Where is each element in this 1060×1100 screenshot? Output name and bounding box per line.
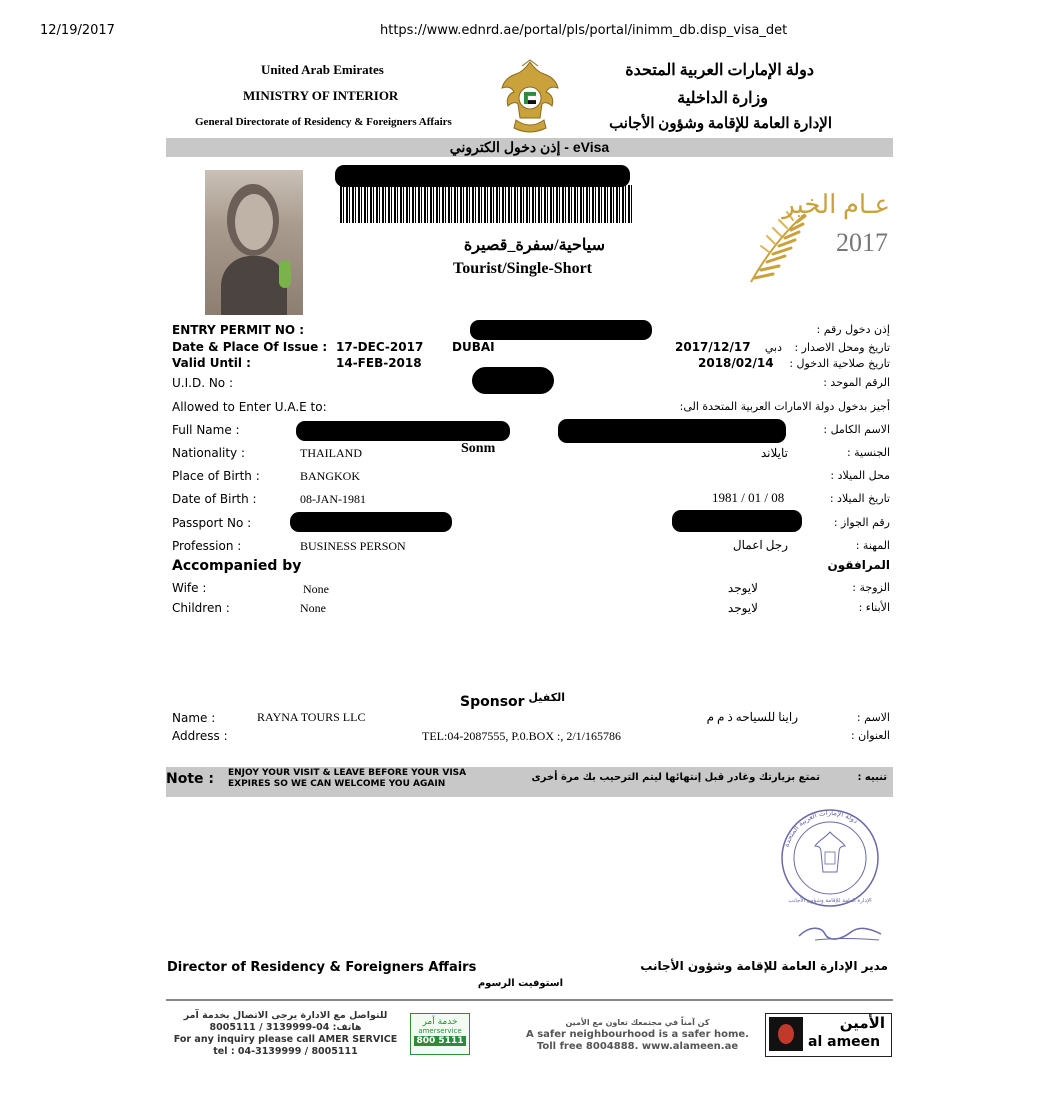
year-of-giving-logo	[745, 190, 890, 290]
applicant-photo	[205, 170, 303, 315]
wheat-icon	[745, 210, 815, 290]
fullname-en-fragment: Sonm	[461, 441, 496, 456]
pob-label: Place of Birth :	[172, 469, 260, 483]
print-date: 12/19/2017	[40, 23, 115, 38]
issue-place: DUBAI	[452, 340, 495, 354]
official-stamp-icon	[775, 800, 885, 915]
sponsor-name-value: RAYNA TOURS LLC	[257, 710, 366, 724]
nationality-value-ar: تايلاند	[760, 446, 788, 460]
sponsor-address-value: TEL:04-2087555, P.0.BOX :, 2/1/165786	[422, 729, 622, 743]
note-text-line2: EXPIRES SO WE CAN WELCOME YOU AGAIN	[228, 779, 446, 789]
alameen-phone-box	[769, 1017, 803, 1051]
uid-label-ar: الرقم الموحد :	[823, 376, 890, 389]
dob-value: 08-JAN-1981	[300, 492, 366, 506]
note-label-ar: تنبيه :	[857, 772, 887, 783]
svg-text:دولة الإمارات العربية المتحدة	[783, 809, 860, 848]
header-ar-directorate: الإدارة العامة للإقامة وشؤون الأجانب	[609, 116, 832, 132]
barcode	[340, 185, 632, 223]
amer-logo-num: 800 5111	[414, 1036, 466, 1046]
uid-label: U.I.D. No :	[172, 376, 233, 390]
sponsor-name-value-ar: راينا للسياحه ذ م م	[706, 710, 798, 724]
amer-line2: هاتف: 04-3139999 / 8005111	[209, 1022, 362, 1033]
note-bar	[166, 767, 893, 797]
alameen-phone-icon	[778, 1024, 794, 1044]
profession-value: BUSINESS PERSON	[300, 539, 406, 553]
wife-label: Wife :	[172, 581, 207, 595]
profession-value-ar: رجل اعمال	[732, 538, 788, 552]
redacted-entry-permit	[470, 320, 652, 340]
fullname-label: Full Name :	[172, 423, 240, 437]
alameen-line2: A safer neighbourhood is a safer home.	[526, 1029, 749, 1040]
photo-green-mark	[279, 260, 291, 288]
valid-date: 14-FEB-2018	[336, 356, 422, 370]
issue-date-ar: 2017/12/17	[675, 340, 751, 354]
director-en: Director of Residency & Foreigners Affairs	[167, 960, 477, 975]
visa-type-ar: سياحية/سفرة_قصيرة	[463, 237, 605, 254]
stamp-text-ar: دولة الإمارات العربية المتحدة	[782, 808, 860, 848]
amer-line1: للتواصل مع الادارة يرجى الاتصال بخدمة آمر	[183, 1010, 388, 1021]
sponsor-title: Sponsor	[460, 694, 525, 710]
sponsor-name-label-ar: الاسم :	[856, 711, 890, 724]
entry-permit-label-ar: إذن دخول رقم :	[816, 323, 890, 336]
allowed-label: Allowed to Enter U.A.E to:	[172, 400, 327, 414]
issue-label-ar: تاريخ ومحل الاصدار :	[794, 341, 890, 354]
amer-logo-ar: خدمة آمر	[422, 1017, 458, 1027]
redacted-fullname-en	[296, 421, 510, 441]
valid-label: Valid Until :	[172, 356, 251, 370]
dob-label: Date of Birth :	[172, 492, 257, 506]
alameen-line3: Toll free 8004888. www.alameen.ae	[536, 1041, 739, 1052]
nationality-label: Nationality :	[172, 446, 246, 460]
nationality-value: THAILAND	[300, 446, 362, 460]
header-en-country: United Arab Emirates	[261, 62, 384, 77]
photo-body	[221, 256, 287, 315]
photo-face	[235, 194, 273, 250]
redacted-passport-ar	[672, 510, 802, 532]
dob-label-ar: تاريخ الميلاد :	[829, 492, 890, 505]
fees-paid-ar: استوفيت الرسوم	[477, 978, 563, 989]
year-logo-ar: عـام الخير	[782, 190, 890, 219]
issue-label: Date & Place Of Issue :	[172, 340, 328, 354]
valid-date-ar: 2018/02/14	[698, 356, 774, 370]
note-text	[228, 768, 466, 790]
alameen-logo	[765, 1013, 892, 1057]
pob-label-ar: محل الميلاد :	[830, 469, 890, 482]
accompanied-title: Accompanied by	[172, 558, 302, 574]
children-value: None	[300, 601, 326, 615]
entry-permit-label: ENTRY PERMIT NO :	[172, 323, 305, 337]
signature-scribble-icon	[795, 918, 885, 948]
footer-divider	[166, 999, 893, 1001]
redacted-passport-en	[290, 512, 452, 532]
pob-value: BANGKOK	[300, 469, 360, 483]
children-label: Children :	[172, 601, 230, 615]
nationality-label-ar: الجنسية :	[846, 446, 890, 459]
header-ar-ministry: وزارة الداخلية	[677, 90, 768, 107]
visa-type-en: Tourist/Single-Short	[453, 260, 592, 277]
amer-line3: For any inquiry please call AMER SERVICE	[173, 1034, 398, 1045]
note-text-ar: تمتع بزيارتك وغادر قبل إنتهائها ليتم الترحيب بك مرة أخرى	[531, 772, 820, 783]
alameen-logo-ar: الأمين	[839, 1014, 885, 1032]
header-ar-country: دولة الإمارات العربية المتحدة	[625, 62, 814, 79]
print-url: https://www.ednrd.ae/portal/pls/portal/inimm_db.disp_visa_det	[380, 23, 788, 38]
profession-label: Profession :	[172, 539, 242, 553]
amer-service-logo	[410, 1013, 470, 1055]
wife-value: None	[303, 582, 329, 596]
sponsor-address-label-ar: العنوان :	[850, 729, 890, 742]
passport-label-ar: رقم الجواز :	[833, 516, 890, 529]
year-logo-num: 2017	[836, 228, 888, 257]
alameen-contact-block	[520, 1017, 755, 1053]
valid-label-ar: تاريخ صلاحية الدخول :	[789, 357, 890, 370]
fullname-label-ar: الاسم الكامل :	[823, 423, 890, 436]
header-en-ministry: MINISTRY OF INTERIOR	[243, 88, 399, 103]
sponsor-address-label: Address :	[172, 729, 228, 743]
alameen-line1: كن آمناً في مجتمعك تعاون مع الأمين	[565, 1018, 710, 1027]
wife-label-ar: الزوجة :	[852, 581, 890, 594]
evisa-title: إذن دخول الكتروني - eVisa	[449, 139, 610, 155]
sponsor-title-ar: الكفيل	[528, 691, 565, 704]
children-value-ar: لايوجد	[727, 601, 758, 615]
amer-logo-en: amerservice	[418, 1027, 462, 1035]
uae-falcon-emblem-icon	[498, 58, 562, 138]
redacted-barcode-number	[335, 165, 630, 187]
note-text-line1: ENJOY YOUR VISIT & LEAVE BEFORE YOUR VISA	[228, 768, 467, 778]
note-label: Note :	[166, 771, 214, 787]
amer-line4: tel : 04-3139999 / 8005111	[213, 1046, 358, 1057]
amer-contact-block	[168, 1010, 403, 1058]
header-en-directorate: General Directorate of Residency & Foreigners Affairs	[195, 116, 452, 128]
passport-label: Passport No :	[172, 516, 252, 530]
redacted-uid	[472, 367, 554, 394]
director-ar: مدير الإدارة العامة للإقامة وشؤون الأجانب	[640, 959, 888, 973]
stamp-text-ar2: الإدارة العامة للإقامة وشؤون الأجانب	[788, 898, 872, 904]
allowed-label-ar: أجيز بدخول دولة الامارات العربية المتحدة الى:	[679, 400, 890, 413]
evisa-title-bar	[166, 138, 893, 157]
issue-place-ar: دبي	[764, 341, 782, 354]
profession-label-ar: المهنة :	[855, 539, 890, 552]
wife-value-ar: لايوجد	[727, 581, 758, 595]
children-label-ar: الأبناء :	[858, 601, 890, 614]
issue-date: 17-DEC-2017	[336, 340, 424, 354]
dob-value-ar: 1981 / 01 / 08	[712, 490, 785, 505]
alameen-logo-en: al ameen	[808, 1034, 881, 1050]
accompanied-title-ar: المرافقون	[827, 558, 890, 572]
redacted-fullname-ar	[558, 419, 786, 443]
sponsor-name-label: Name :	[172, 711, 216, 725]
